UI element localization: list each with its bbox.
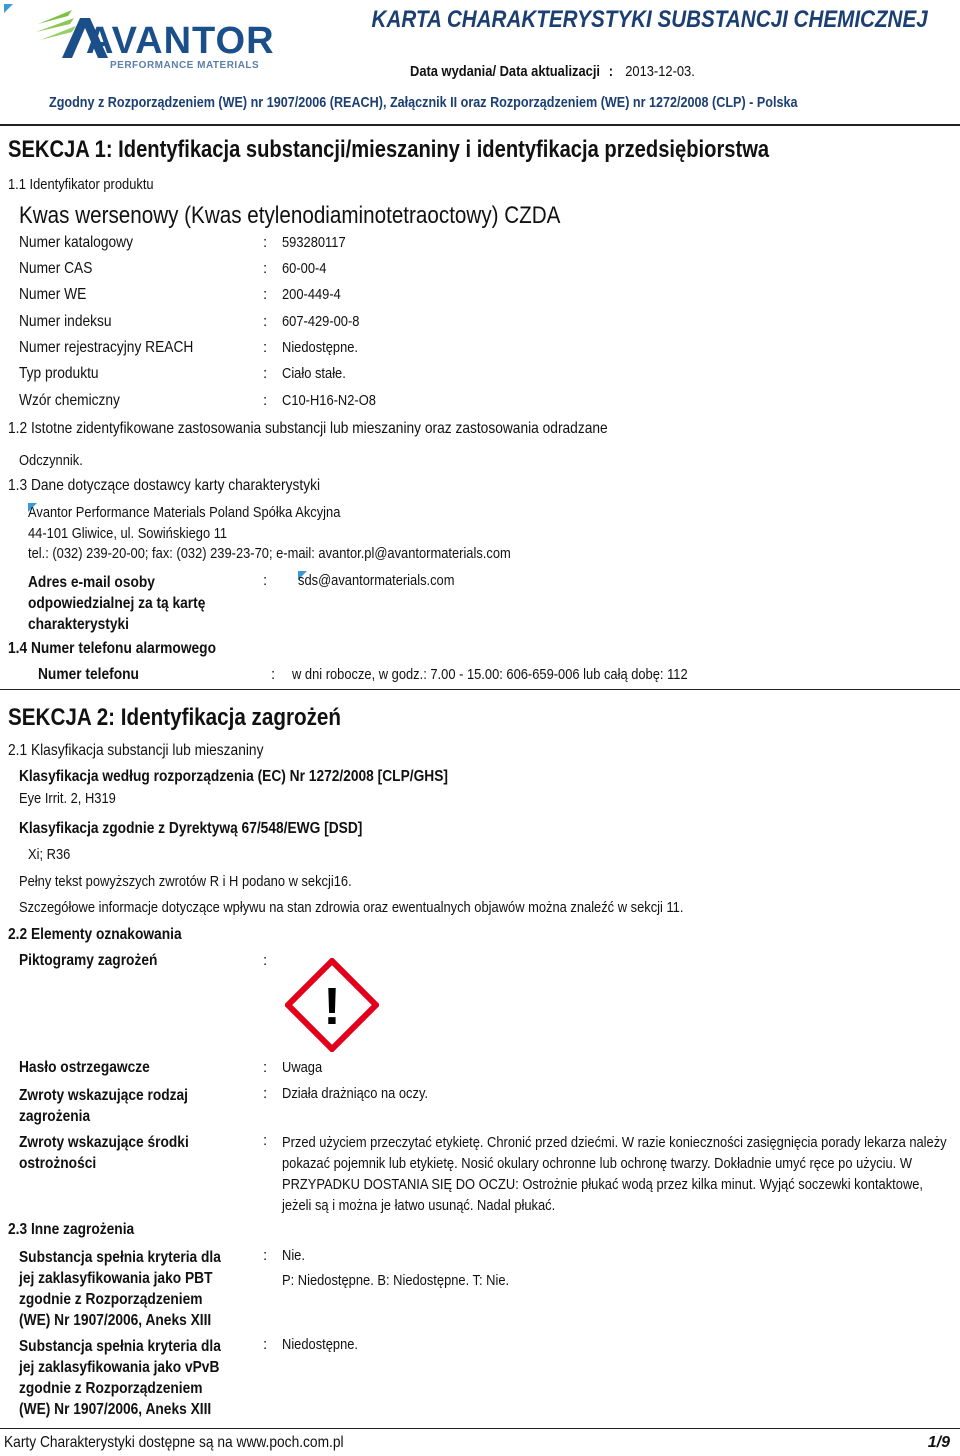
- dsd-heading: Klasyfikacja zgodnie z Dyrektywą 67/548/EWG [DSD]: [19, 820, 363, 837]
- field-row: [19, 313, 519, 339]
- s2-1-heading: 2.1 Klasyfikacja substancji lub mieszaniny: [8, 742, 264, 759]
- pbt-value: Nie.: [282, 1247, 305, 1264]
- field-label: Numer rejestracyjny REACH: [19, 339, 194, 356]
- pbt-detail: P: Niedostępne. B: Niedostępne. T: Nie.: [282, 1272, 510, 1289]
- precaution-label: Zwroty wskazujące środki ostrożności: [19, 1134, 189, 1172]
- field-colon: :: [263, 234, 268, 251]
- field-value: Niedostępne.: [282, 339, 359, 356]
- phone-colon: :: [271, 666, 276, 683]
- corner-marker-icon: [4, 4, 13, 13]
- issue-date: Data wydania/ Data aktualizacji : 2013-12-03.: [410, 63, 695, 80]
- ghs07-exclamation-icon: [285, 958, 379, 1052]
- vpvb-label: Substancja spełnia kryteria dla jej zaklasyfikowania jako vPvB zgodnie z Rozporządzeniem (WE) Nr 1907/2006, Aneks XIII: [19, 1338, 221, 1418]
- s1-1-heading: 1.1 Identyfikator produktu: [8, 176, 154, 193]
- field-row: [19, 339, 519, 365]
- page-number: 1/9: [927, 1434, 950, 1451]
- product-name: Kwas wersenowy (Kwas etylenodiaminotetraoctowy) CZDA: [19, 202, 561, 229]
- fulltext-note: Pełny tekst powyższych zwrotów R i H podano w sekcji16.: [19, 873, 352, 890]
- document-title: KARTA CHARAKTERYSTYKI SUBSTANCJI CHEMICZNEJ: [371, 6, 928, 33]
- dsd-value: Xi; R36: [28, 846, 71, 863]
- field-colon: :: [263, 365, 268, 382]
- s1-3-heading: 1.3 Dane dotyczące dostawcy karty charakterystyki: [8, 477, 321, 494]
- signal-colon: :: [263, 1059, 268, 1076]
- logo-subtitle: PERFORMANCE MATERIALS: [110, 60, 260, 71]
- field-colon: :: [263, 339, 268, 356]
- field-row: [19, 234, 519, 260]
- section1-title: SEKCJA 1: Identyfikacja substancji/mieszaniny i identyfikacja przedsiębiorstwa: [8, 136, 770, 163]
- supplier-name: Avantor Performance Materials Poland Spółka Akcyjna: [28, 504, 341, 521]
- field-row: [19, 286, 519, 312]
- field-row: [19, 260, 519, 286]
- hazard-value: Działa drażniąco na oczy.: [282, 1085, 429, 1102]
- field-value: 200-449-4: [282, 286, 341, 303]
- field-label: Numer indeksu: [19, 313, 112, 330]
- field-colon: :: [263, 286, 268, 303]
- signal-label: Hasło ostrzegawcze: [19, 1059, 150, 1076]
- header-divider: [0, 124, 960, 126]
- s2-2-heading: 2.2 Elementy oznakowania: [8, 926, 182, 943]
- field-row: [19, 365, 519, 391]
- signal-value: Uwaga: [282, 1059, 323, 1076]
- field-label: Numer CAS: [19, 260, 93, 277]
- section2-title: SEKCJA 2: Identyfikacja zagrożeń: [8, 704, 342, 731]
- s1-4-heading: 1.4 Numer telefonu alarmowego: [8, 640, 216, 657]
- vpvb-colon: :: [263, 1336, 268, 1353]
- avantor-logo: [28, 6, 298, 74]
- supplier-address: 44-101 Gliwice, ul. Sowińskiego 11: [28, 525, 228, 542]
- field-value: 593280117: [282, 234, 346, 251]
- field-value: Ciało stałe.: [282, 365, 346, 382]
- field-colon: :: [263, 260, 268, 277]
- precaution-value: Przed użyciem przeczytać etykietę. Chronić przed dziećmi. W razie konieczności zasięgnięcia porady lekarza należy pokazać pojemnik lub etykietę. Nosić okulary ochronne lub ochronę twarzy. Dokładnie umyć ręce po użyciu. W PRZYPADKU DOSTANIA SIĘ DO OCZU: Ostrożnie płukać wodą przez kilka minut. Wyjąć soczewki kontaktowe, jeżeli są i można je łatwo usunąć. Nadal płukać.: [282, 1134, 947, 1214]
- hazard-label: Zwroty wskazujące rodzaj zagrożenia: [19, 1087, 189, 1125]
- pictogram-label: Piktogramy zagrożeń: [19, 952, 158, 969]
- field-value: 607-429-00-8: [282, 313, 360, 330]
- field-label: Typ produktu: [19, 365, 99, 382]
- s2-3-heading: 2.3 Inne zagrożenia: [8, 1221, 135, 1238]
- email-value[interactable]: sds@avantormaterials.com: [298, 572, 455, 589]
- s1-2-heading: 1.2 Istotne zidentyfikowane zastosowania substancji lub mieszaniny oraz zastosowania odradzane: [8, 420, 608, 437]
- field-value: C10-H16-N2-O8: [282, 392, 376, 409]
- regulation-line: Zgodny z Rozporządzeniem (WE) nr 1907/2006 (REACH), Załącznik II oraz Rozporządzeniem (WE) nr 1272/2008 (CLP) - Polska: [49, 94, 798, 111]
- pbt-colon: :: [263, 1247, 268, 1264]
- field-colon: :: [263, 313, 268, 330]
- email-label: Adres e-mail osoby odpowiedzialnej za tą kartę charakterystyki: [28, 574, 206, 633]
- precaution-colon: :: [263, 1132, 268, 1149]
- health-note: Szczegółowe informacje dotyczące wpływu na stan zdrowia oraz ewentualnych objawów można znaleźć w sekcji 11.: [19, 899, 684, 916]
- clp-heading: Klasyfikacja według rozporządzenia (EC) Nr 1272/2008 [CLP/GHS]: [19, 768, 448, 785]
- s1-2-value: Odczynnik.: [19, 452, 83, 469]
- field-label: Numer WE: [19, 286, 87, 303]
- phone-value: w dni robocze, w godz.: 7.00 - 15.00: 606-659-006 lub całą dobę: 112: [292, 666, 688, 683]
- supplier-contact: tel.: (032) 239-20-00; fax: (032) 239-23-70; e-mail: avantor.pl@avantormaterials.com: [28, 545, 511, 562]
- footer-divider: [0, 1428, 960, 1429]
- hazard-colon: :: [263, 1085, 268, 1102]
- field-label: Numer katalogowy: [19, 234, 133, 251]
- logo-text: AVANTOR: [86, 20, 275, 62]
- pbt-label: Substancja spełnia kryteria dla jej zaklasyfikowania jako PBT zgodnie z Rozporządzeniem (WE) Nr 1907/2006, Aneks XIII: [19, 1249, 221, 1329]
- field-value: 60-00-4: [282, 260, 327, 277]
- email-colon: :: [263, 572, 268, 589]
- clp-value: Eye Irrit. 2, H319: [19, 790, 116, 807]
- field-label: Wzór chemiczny: [19, 392, 120, 409]
- footer-text: Karty Charakterystyki dostępne są na www.poch.com.pl: [4, 1434, 344, 1451]
- vpvb-value: Niedostępne.: [282, 1336, 359, 1353]
- pictogram-colon: :: [263, 952, 268, 969]
- pictogram-symbol: !: [323, 978, 341, 1036]
- phone-label: Numer telefonu: [38, 666, 139, 683]
- field-colon: :: [263, 392, 268, 409]
- field-row: [19, 392, 519, 418]
- section1-divider: [0, 689, 960, 690]
